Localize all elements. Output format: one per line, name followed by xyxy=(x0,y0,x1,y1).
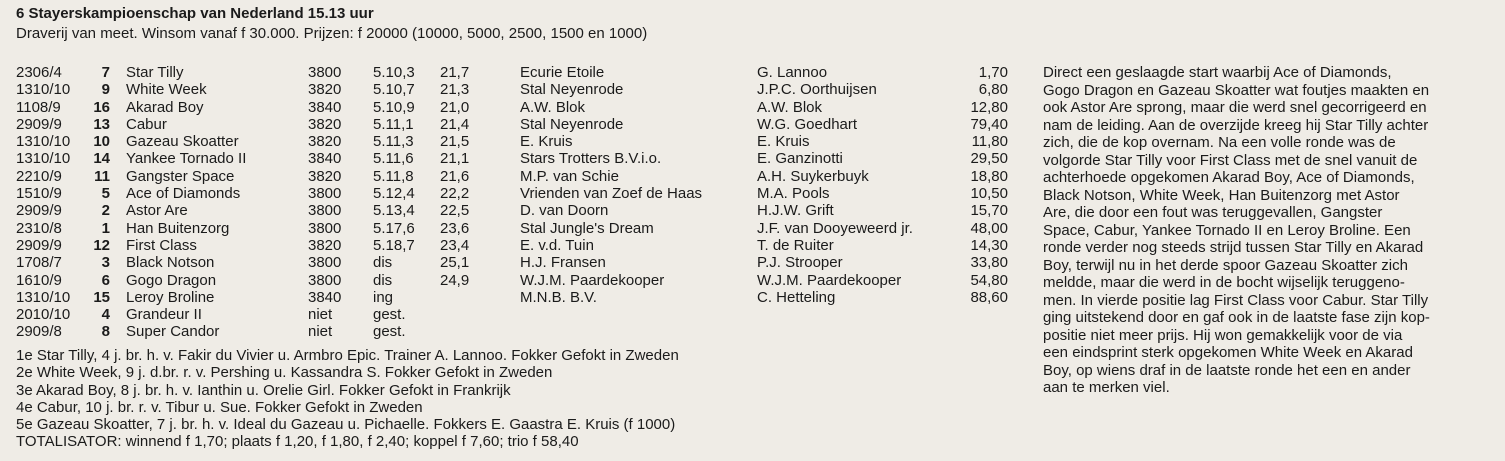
odds: 79,40 xyxy=(970,115,1008,133)
result-row xyxy=(16,306,1026,323)
owner: Stal Neyenrode xyxy=(520,115,624,133)
odds: 18,80 xyxy=(970,167,1008,185)
distance: 3820 xyxy=(308,236,342,254)
odds: 15,70 xyxy=(970,202,1008,220)
start-number: 13 xyxy=(93,115,110,133)
owner: W.J.M. Paardekooper xyxy=(520,271,665,289)
form-code: 2310/8 xyxy=(16,219,62,237)
reduction: 21,5 xyxy=(440,133,470,151)
form-code: 2909/9 xyxy=(16,236,62,254)
start-number: 9 xyxy=(101,81,110,99)
owner: M.N.B. B.V. xyxy=(520,288,597,306)
finish-time: gest. xyxy=(373,323,406,341)
driver: E. Kruis xyxy=(757,133,810,151)
form-code: 2909/9 xyxy=(16,115,62,133)
reduction: 24,9 xyxy=(440,271,470,289)
report-line: volgorde Star Tilly voor First Class met de snel vanuit de xyxy=(1043,151,1418,169)
driver: P.J. Strooper xyxy=(757,254,843,272)
report-line: zich, die de kop overnam. Na een volle ronde was de xyxy=(1043,134,1396,151)
distance: 3820 xyxy=(308,167,342,185)
horse-name: Super Candor xyxy=(126,323,220,341)
finish-time: dis xyxy=(373,271,393,289)
horse-name: Yankee Tornado II xyxy=(126,150,247,168)
horse-name: Gangster Space xyxy=(126,167,235,185)
horse-name: White Week xyxy=(126,81,207,99)
report-line: Are, die door een fout was teruggevallen, Gangster xyxy=(1043,204,1383,221)
result-row xyxy=(16,254,1026,271)
detail-line: 4e Cabur, 10 j. br. r. v. Tibur u. Sue. Fokker Gefokt in Zweden xyxy=(16,398,423,416)
report-line: ronde verder nog steeds strijd tussen Star Tilly en Akarad xyxy=(1043,239,1424,256)
horse-name: First Class xyxy=(126,236,197,254)
reduction: 21,1 xyxy=(440,150,470,168)
odds: 6,80 xyxy=(978,81,1008,99)
horse-name: Astor Are xyxy=(126,202,188,220)
reduction: 25,1 xyxy=(440,254,470,272)
owner: E. v.d. Tuin xyxy=(520,236,594,254)
form-code: 1708/7 xyxy=(16,254,62,272)
driver: A.H. Suykerbuyk xyxy=(757,167,869,185)
start-number: 8 xyxy=(101,323,110,341)
report-line: Space, Cabur, Yankee Tornado II en Leroy Broline. Een xyxy=(1043,221,1411,239)
distance: 3840 xyxy=(308,288,342,306)
start-number: 16 xyxy=(93,98,110,116)
horse-details xyxy=(16,347,679,451)
distance: 3840 xyxy=(308,98,342,116)
detail-line: 1e Star Tilly, 4 j. br. h. v. Fakir du Vivier u. Armbro Epic. Trainer A. Lannoo. Fokker Gefokt in Zweden xyxy=(16,347,679,364)
owner: H.J. Fransen xyxy=(520,254,606,272)
report-line: een eindsprint sterk opgekomen White Week en Akarad xyxy=(1043,344,1413,361)
start-number: 15 xyxy=(93,288,110,306)
finish-time: 5.10,3 xyxy=(373,64,415,81)
driver: G. Lannoo xyxy=(757,64,828,81)
driver: M.A. Pools xyxy=(757,185,830,203)
result-row xyxy=(16,272,1026,289)
horse-name: Akarad Boy xyxy=(126,98,204,116)
reduction: 21,4 xyxy=(440,115,470,133)
start-number: 5 xyxy=(101,185,110,203)
start-number: 3 xyxy=(101,254,110,272)
report-line: positie niet meer prijs. Hij won gemakkelijk voor de via xyxy=(1043,326,1403,344)
reduction: 21,6 xyxy=(440,167,470,185)
horse-name: Ace of Diamonds xyxy=(126,185,241,203)
race-report xyxy=(1043,64,1471,397)
owner: Ecurie Etoile xyxy=(520,64,605,81)
finish-time: 5.17,6 xyxy=(373,219,415,237)
report-line: nam de leiding. Aan de overzijde kreeg hij Star Tilly achter xyxy=(1043,116,1429,134)
finish-time: 5.10,7 xyxy=(373,81,415,99)
driver: T. de Ruiter xyxy=(757,236,834,254)
form-code: 1310/10 xyxy=(16,81,71,99)
form-code: 1510/9 xyxy=(16,185,62,203)
start-number: 14 xyxy=(93,150,110,168)
reduction: 21,0 xyxy=(440,98,470,116)
distance: niet xyxy=(308,323,333,341)
detail-line: 5e Gazeau Skoatter, 7 j. br. h. v. Ideal du Gazeau u. Pichaelle. Fokkers E. Gaastra E. Kruis (f 1000) xyxy=(16,416,676,434)
form-code: 1310/10 xyxy=(16,133,71,151)
odds: 33,80 xyxy=(970,254,1008,272)
start-number: 4 xyxy=(101,306,110,324)
results-table xyxy=(16,64,1026,341)
reduction: 21,7 xyxy=(440,64,470,81)
finish-time: ing xyxy=(373,288,394,306)
result-row xyxy=(16,99,1026,116)
owner: Stal Jungle's Dream xyxy=(520,219,654,237)
distance: 3800 xyxy=(308,219,342,237)
form-code: 2909/8 xyxy=(16,323,62,341)
start-number: 1 xyxy=(101,219,110,237)
report-line: meldde, maar die werd in de bocht wijselijk teruggeno- xyxy=(1043,274,1405,291)
owner: Stars Trotters B.V.i.o. xyxy=(520,150,662,168)
finish-time: 5.13,4 xyxy=(373,202,415,220)
horse-name: Grandeur II xyxy=(126,306,202,324)
form-code: 1610/9 xyxy=(16,271,62,289)
report-line: ging uitstekend door en gaf ook in de laatste fase zijn kop- xyxy=(1043,309,1430,326)
finish-time: 5.11,6 xyxy=(373,150,414,168)
distance: niet xyxy=(308,306,333,324)
horse-name: Gazeau Skoatter xyxy=(126,133,239,151)
owner: D. van Doorn xyxy=(520,202,609,220)
start-number: 11 xyxy=(94,167,110,185)
distance: 3820 xyxy=(308,81,342,99)
result-row xyxy=(16,81,1026,98)
driver: J.F. van Dooyeweerd jr. xyxy=(757,219,913,237)
report-line: men. In vierde positie lag First Class voor Cabur. Star Tilly xyxy=(1043,291,1429,309)
driver: J.P.C. Oorthuijsen xyxy=(757,81,877,99)
driver: E. Ganzinotti xyxy=(757,150,843,168)
odds: 10,50 xyxy=(970,185,1008,203)
report-line: Boy, op wiens draf in de laatste ronde het een en ander xyxy=(1043,361,1411,379)
race-subtitle: Draverij van meet. Winsom vanaf f 30.000. Prijzen: f 20000 (10000, 5000, 2500, 1500 en 1000) xyxy=(16,25,648,42)
result-row xyxy=(16,289,1026,306)
detail-line: 3e Akarad Boy, 8 j. br. h. v. Ianthin u. Orelie Girl. Fokker Gefokt in Frankrijk xyxy=(16,381,511,399)
odds: 11,80 xyxy=(971,133,1008,151)
report-line: Black Notson, White Week, Han Buitenzorg met Astor xyxy=(1043,186,1400,204)
odds: 54,80 xyxy=(970,271,1008,289)
distance: 3800 xyxy=(308,202,342,220)
odds: 14,30 xyxy=(970,236,1008,254)
result-row xyxy=(16,237,1026,254)
report-line: achterhoede opgekomen Akarad Boy, Ace of Diamonds, xyxy=(1043,169,1415,186)
form-code: 1310/10 xyxy=(16,288,71,306)
driver: A.W. Blok xyxy=(757,98,823,116)
horse-name: Gogo Dragon xyxy=(126,271,217,289)
result-row xyxy=(16,116,1026,133)
finish-time: gest. xyxy=(373,306,406,324)
result-row xyxy=(16,150,1026,167)
driver: H.J.W. Grift xyxy=(757,202,834,220)
reduction: 22,5 xyxy=(440,202,470,220)
form-code: 2306/4 xyxy=(16,64,62,81)
distance: 3820 xyxy=(308,133,342,151)
driver: W.J.M. Paardekooper xyxy=(757,271,902,289)
finish-time: 5.11,3 xyxy=(373,133,414,151)
distance: 3800 xyxy=(308,254,342,272)
odds: 48,00 xyxy=(970,219,1008,237)
odds: 12,80 xyxy=(970,98,1008,116)
reduction: 23,6 xyxy=(440,219,470,237)
detail-line: 2e White Week, 9 j. d.br. r. v. Pershing u. Kassandra S. Fokker Gefokt in Zweden xyxy=(16,364,553,382)
form-code: 2909/9 xyxy=(16,202,62,220)
horse-name: Han Buitenzorg xyxy=(126,219,230,237)
distance: 3800 xyxy=(308,64,342,81)
distance: 3840 xyxy=(308,150,342,168)
odds: 1,70 xyxy=(978,64,1008,81)
finish-time: 5.11,8 xyxy=(373,167,414,185)
form-code: 2210/9 xyxy=(16,167,62,185)
report-line: Boy, terwijl nu in het derde spoor Gazeau Skoatter zich xyxy=(1043,256,1408,274)
finish-time: dis xyxy=(373,254,393,272)
finish-time: 5.11,1 xyxy=(373,115,414,133)
form-code: 2010/10 xyxy=(16,306,71,324)
start-number: 2 xyxy=(101,202,110,220)
distance: 3800 xyxy=(308,185,342,203)
result-row xyxy=(16,220,1026,237)
report-line: Gogo Dragon en Gazeau Skoatter wat foutjes maakten en xyxy=(1043,81,1430,99)
start-number: 7 xyxy=(101,64,110,81)
report-line: Direct een geslaagde start waarbij Ace of Diamonds, xyxy=(1043,64,1392,81)
race-title: 6 Stayerskampioenschap van Nederland 15.13 uur xyxy=(16,5,374,22)
report-line: ook Astor Are sprong, maar die werd snel gecorrigeerd en xyxy=(1043,99,1427,116)
horse-name: Star Tilly xyxy=(126,64,184,81)
owner: Stal Neyenrode xyxy=(520,81,624,99)
driver: C. Hetteling xyxy=(757,288,836,306)
form-code: 1108/9 xyxy=(16,98,61,116)
owner: Vrienden van Zoef de Haas xyxy=(520,185,703,203)
owner: M.P. van Schie xyxy=(520,167,619,185)
distance: 3800 xyxy=(308,271,342,289)
start-number: 6 xyxy=(101,271,110,289)
finish-time: 5.10,9 xyxy=(373,98,415,116)
finish-time: 5.12,4 xyxy=(373,185,415,203)
finish-time: 5.18,7 xyxy=(373,236,415,254)
owner: A.W. Blok xyxy=(520,98,586,116)
result-row xyxy=(16,133,1026,150)
reduction: 22,2 xyxy=(440,185,470,203)
result-row xyxy=(16,323,1026,340)
distance: 3820 xyxy=(308,115,342,133)
driver: W.G. Goedhart xyxy=(757,115,858,133)
owner: E. Kruis xyxy=(520,133,573,151)
horse-name: Cabur xyxy=(126,115,167,133)
odds: 88,60 xyxy=(970,288,1008,306)
reduction: 21,3 xyxy=(440,81,470,99)
report-line: aan te merken viel. xyxy=(1043,379,1170,396)
horse-name: Black Notson xyxy=(126,254,215,272)
form-code: 1310/10 xyxy=(16,150,71,168)
result-row xyxy=(16,202,1026,219)
start-number: 10 xyxy=(93,133,110,151)
reduction: 23,4 xyxy=(440,236,470,254)
odds: 29,50 xyxy=(970,150,1008,168)
start-number: 12 xyxy=(93,236,110,254)
detail-line: TOTALISATOR: winnend f 1,70; plaats f 1,20, f 1,80, f 2,40; koppel f 7,60; trio f 58,40 xyxy=(16,433,579,451)
horse-name: Leroy Broline xyxy=(126,288,215,306)
result-row xyxy=(16,185,1026,202)
result-row xyxy=(16,64,1026,81)
result-row xyxy=(16,168,1026,185)
